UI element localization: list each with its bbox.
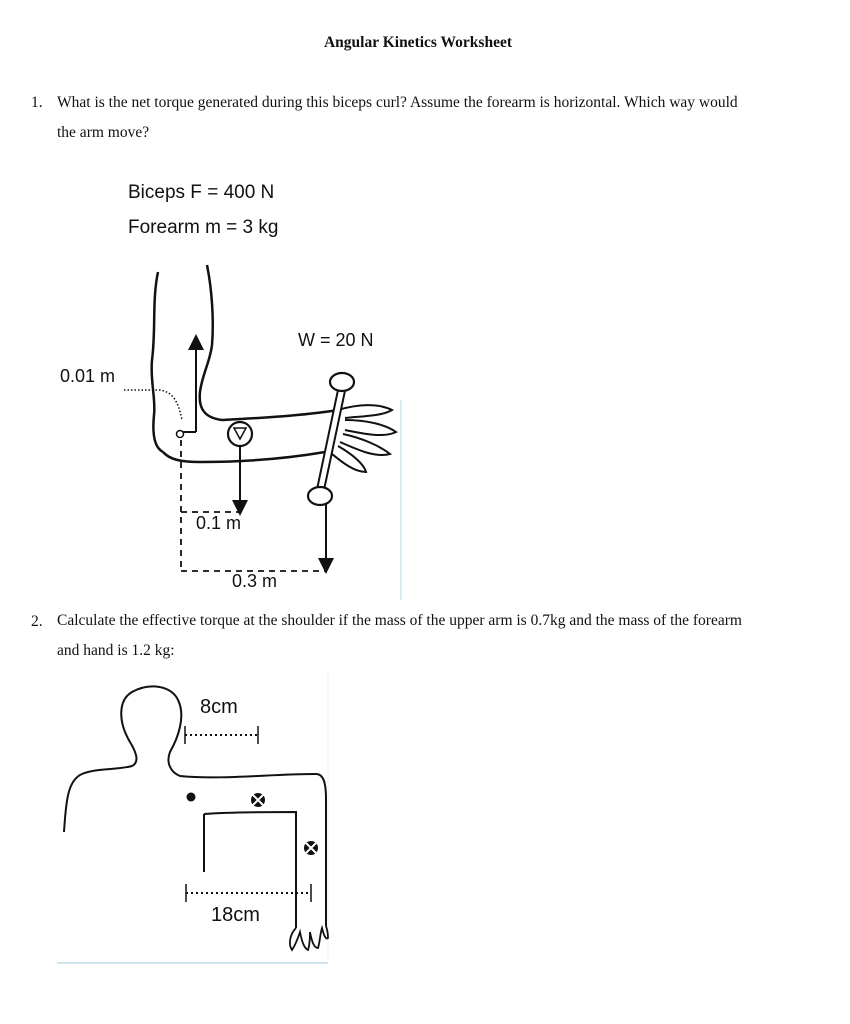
forearm-cog-distance-label: 0.1 m bbox=[196, 513, 242, 533]
question-2-line-2: and hand is 1.2 kg: bbox=[57, 642, 175, 659]
question-1-line-1: What is the net torque generated during this biceps curl? Assume the forearm is horizontal. Which way would bbox=[57, 94, 738, 111]
shoulder-joint-icon bbox=[187, 793, 196, 802]
weight-distance-label: 0.3 m bbox=[232, 571, 278, 591]
biceps-distance-label: 0.01 m bbox=[60, 366, 116, 386]
upper-arm-distance-label: 8cm bbox=[200, 696, 238, 718]
torso-outline bbox=[64, 686, 326, 926]
given-biceps-force: Biceps F = 400 N bbox=[128, 182, 275, 203]
question-1-line-2: the arm move? bbox=[57, 124, 150, 141]
question-1-number: 1. bbox=[31, 94, 43, 111]
question-2-number: 2. bbox=[31, 613, 43, 630]
forearm-distance-label: 18cm bbox=[211, 904, 260, 926]
given-forearm-mass: Forearm m = 3 kg bbox=[128, 217, 279, 238]
question-2-line-1: Calculate the effective torque at the shoulder if the mass of the upper arm is 0.7kg and the mass of the forearm bbox=[57, 612, 742, 629]
worksheet-title: Angular Kinetics Worksheet bbox=[323, 34, 513, 51]
hand-icon bbox=[290, 926, 328, 950]
weight-label: W = 20 N bbox=[298, 330, 374, 350]
